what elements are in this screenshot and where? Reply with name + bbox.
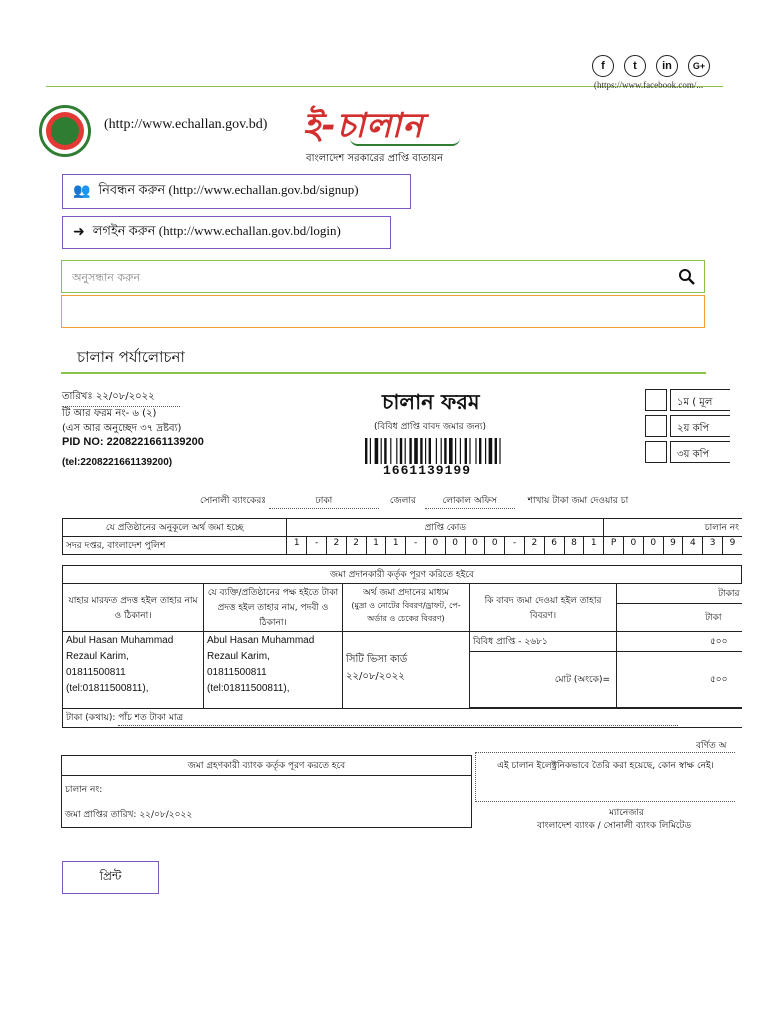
paid-by-tel[interactable]: (tel:01811500811),	[66, 683, 149, 694]
amount-in-words	[63, 709, 742, 728]
words-label: টাকা (কথায়):	[66, 713, 116, 723]
search-input[interactable]	[62, 261, 674, 294]
bank-fill-caption: জমা গ্রহণকারী ব্যাংক কর্তৃক পূরণ করতে হবে	[62, 756, 471, 776]
amount-cell	[617, 632, 742, 708]
copy-label-2: ২য় কপি	[677, 423, 710, 434]
barcode-bar	[400, 438, 402, 464]
bank-line	[200, 493, 628, 509]
barcode-bar	[460, 438, 461, 464]
barcode-bar	[441, 438, 442, 464]
depositor-table	[62, 565, 742, 728]
payment-method-title: অর্থ জমা প্রদানের মাধ্যম	[362, 588, 450, 598]
amount-value: ৫০০	[617, 632, 742, 652]
receipt-code-digit: 2	[346, 537, 366, 555]
bank-label: সোনালী ব্যাংকেরঃ	[200, 496, 267, 506]
challan-no-digit: 3	[703, 537, 723, 555]
receipt-code-digit: 2	[524, 537, 544, 555]
barcode-bar	[449, 438, 453, 464]
challan-no-digit: 4	[683, 537, 703, 555]
purpose-text: বিবিধ প্রাপ্তি - ২৬৮১	[470, 632, 616, 652]
challan-date: তারিখঃ ২২/০৮/২০২২	[62, 389, 180, 407]
receipt-code-digit: -	[505, 537, 525, 555]
barcode-bar	[375, 438, 379, 464]
receipt-code-digit: 2	[326, 537, 346, 555]
login-label: লগইন করুন (http://www.echallan.gov.bd/login)	[92, 223, 341, 238]
barcode-bar	[495, 438, 497, 464]
receipt-code-digit: 1	[584, 537, 604, 555]
payment-method-note: (মুদ্রা ও নোটের বিবরণ/ড্রাফট, পে-অর্ডার ও চেকের বিবরণ)	[351, 601, 461, 623]
barcode-bar	[485, 438, 486, 464]
total-label: মোট (অংকে)=	[554, 675, 610, 685]
barcode-bar	[425, 438, 426, 464]
bank-suffix: শাখায় টাকা জমা দেওয়ার চা	[527, 496, 629, 506]
login-link[interactable]	[62, 216, 391, 249]
on-behalf-phone: 01811500811	[207, 667, 267, 678]
brand-tagline: বাংলাদেশ সরকারের প্রাপ্তি বাতায়ন	[306, 153, 444, 164]
header-challan-no: চালান নং	[604, 519, 742, 537]
purpose-cell	[470, 632, 617, 708]
paid-by-details	[63, 632, 204, 709]
barcode-bar	[390, 438, 391, 464]
paid-by-phone: 01811500811	[66, 667, 126, 678]
barcode-bar	[384, 438, 386, 464]
brand-swoosh	[350, 138, 460, 146]
on-behalf-name: Abul Hasan Muhammad Rezaul Karim,	[207, 635, 315, 662]
barcode-bar	[465, 438, 467, 464]
header-taka: টাকা	[705, 613, 722, 623]
google-plus-icon[interactable]: G+	[688, 55, 710, 77]
login-icon: ➜	[73, 225, 85, 240]
barcode-bar	[489, 438, 493, 464]
barcode-bar	[420, 438, 422, 464]
receipt-code-digit: 0	[445, 537, 465, 555]
challan-no-digit: 9	[663, 537, 683, 555]
government-logo	[39, 105, 91, 157]
payment-date: ২২/০৮/২০২২	[346, 671, 405, 682]
barcode-bar	[444, 438, 446, 464]
barcode-bar	[396, 438, 397, 464]
header-on-behalf: যে ব্যক্তি/প্রতিষ্ঠানের পক্ষ হইতে টাকা প্রদত্ত হইল তাহার নাম, পদবী ও ঠিকানা।	[204, 584, 343, 632]
paid-by-name: Abul Hasan Muhammad Rezaul Karim,	[66, 635, 174, 662]
receipt-code-digit: 0	[425, 537, 445, 555]
electronic-note-box: এই চালান ইলেক্ট্রনিকভাবে তৈরি করা হয়েছে, কোন স্বাক্ষ নেই।	[475, 752, 735, 802]
copy-checkbox-1	[645, 389, 667, 411]
receipt-code-digit: 0	[465, 537, 485, 555]
on-behalf-tel[interactable]: (tel:01811500811),	[207, 683, 290, 694]
bank-receipt-date: জমা প্রাপ্তির তারিখ: ২২/০৮/২০২২	[65, 810, 193, 820]
barcode-bar	[370, 438, 371, 464]
copy-label-1: ১ম ( মূল	[677, 397, 713, 408]
barcode-bar	[381, 438, 382, 464]
bank-names: বাংলাদেশ ব্যাংক / সোনালী ব্যাংক লিমিটেড	[537, 821, 692, 831]
manager-label: ম্যানেজার	[609, 808, 644, 818]
twitter-icon[interactable]: t	[624, 55, 646, 77]
pid-number: PID NO: 2208221661139200	[62, 436, 204, 448]
copy-checkbox-3	[645, 441, 667, 463]
barcode-bar	[429, 438, 431, 464]
receipt-code-digit: -	[307, 537, 327, 555]
barcode-number: 1661139199	[383, 463, 472, 478]
signup-label: নিবন্ধন করুন (http://www.echallan.gov.bd/signup)	[98, 182, 359, 197]
header-amount-title: টাকার	[617, 584, 742, 604]
header-institution: যে প্রতিষ্ঠানের অনুকূলে অর্থ জমা হচ্ছে	[63, 519, 287, 537]
bank-branch: লোকাল অফিস	[425, 493, 515, 509]
barcode-bar	[479, 438, 481, 464]
barcode-bar	[409, 438, 411, 464]
copy-checkbox-2	[645, 415, 667, 437]
header-paid-by: যাহার মারফত প্রদত্ত হইল তাহার নাম ও ঠিকানা।	[63, 584, 204, 632]
challan-no-digit: P	[604, 537, 624, 555]
echallan-brand-logo: ই-চালান	[303, 106, 424, 146]
institution-name: সদর দপ্তর, বাংলাদেশ পুলিশ	[63, 537, 287, 555]
site-url-link[interactable]: (http://www.echallan.gov.bd)	[104, 117, 268, 132]
words-value: পাঁচ শত টাকা মাত্র	[118, 710, 678, 726]
district-label: জেলার	[389, 496, 416, 506]
barcode-bar	[475, 438, 476, 464]
barcode-bar	[405, 438, 406, 464]
payment-method: সিটি ভিসা কার্ড	[346, 654, 408, 665]
barcode-bar	[499, 438, 500, 464]
search-bar	[61, 260, 705, 293]
receipt-code-digit: 1	[366, 537, 386, 555]
signup-link[interactable]	[62, 174, 411, 209]
header-receipt-code: প্রাপ্তি কোড	[287, 519, 604, 537]
receipt-code-digit: 1	[386, 537, 406, 555]
print-button[interactable]: প্রিন্ট	[62, 861, 159, 894]
bank-city: ঢাকা	[269, 493, 379, 509]
section-divider	[61, 372, 706, 374]
receipt-code-digit: 0	[485, 537, 505, 555]
payment-method-cell	[343, 632, 470, 709]
header-purpose: কি বাবদ জমা দেওয়া হইল তাহার বিবরণ।	[470, 584, 617, 632]
search-icon[interactable]	[678, 268, 696, 286]
depositor-caption: জমা প্রদানকারী কর্তৃক পূরণ করিতে হইবে	[63, 566, 742, 584]
receipt-code-digit: 6	[544, 537, 564, 555]
challan-form-title: চালান ফরম	[382, 390, 480, 414]
challan-no-digit: 0	[643, 537, 663, 555]
challan-no-digit: 0	[624, 537, 644, 555]
barcode-bar	[455, 438, 456, 464]
add-user-icon: 👥	[73, 184, 91, 199]
barcode-bar	[414, 438, 418, 464]
barcode	[365, 438, 520, 464]
receipt-code-digit: 1	[287, 537, 307, 555]
on-behalf-details	[204, 632, 343, 709]
tr-form-number: টি আর ফরম নং- ৬ (২)	[62, 408, 157, 419]
receipt-code-digit: -	[406, 537, 426, 555]
total-value: ৫০০	[709, 675, 728, 685]
described-note: বর্ণিত অ	[696, 741, 727, 751]
facebook-icon[interactable]: f	[592, 55, 614, 77]
header-amount	[617, 584, 742, 632]
institution-table	[62, 518, 742, 555]
sr-rule: (এস আর অনুচ্ছেদ ৩৭ দ্রষ্টব্য)	[62, 423, 182, 434]
linkedin-icon[interactable]: in	[656, 55, 678, 77]
pid-tel[interactable]: (tel:2208221661139200)	[62, 457, 173, 468]
receipt-code-digit: 8	[564, 537, 584, 555]
social-links-text[interactable]: (https://www.facebook.com/...	[594, 80, 704, 90]
page-title: চালান পর্যালোচনা	[77, 348, 185, 366]
bank-challan-no: চালান নং:	[65, 785, 103, 795]
barcode-bar	[365, 438, 367, 464]
bank-fill-box	[61, 755, 472, 828]
copy-label-3: ৩য় কপি	[677, 449, 710, 460]
header-payment-method	[343, 584, 470, 632]
challan-form-subtitle: (বিবিধ প্রাপ্তি বাবদ জমার জন্য)	[374, 422, 486, 432]
result-panel	[61, 295, 705, 328]
barcode-bar	[469, 438, 470, 464]
challan-no-digit: 9	[723, 537, 742, 555]
barcode-bar	[436, 438, 437, 464]
